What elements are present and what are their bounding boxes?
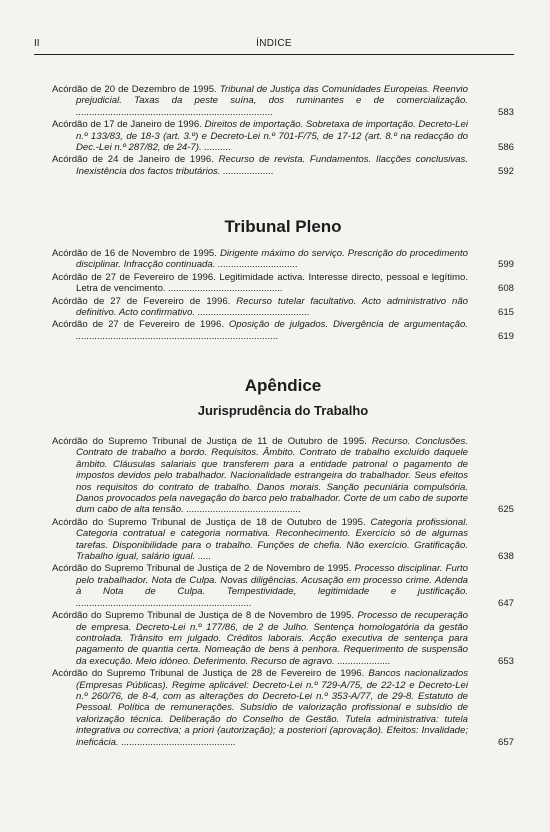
- list-item: Acórdão do Supremo Tribunal de Justiça de 28 de Fevereiro de 1996. Bancos nacionalizados (Empresas Públicas). Regime aplicável: Decreto-Lei n.º 729-A/75, de 22-12 e Decreto-Lei n.º 260/76, de 8-4, com as alterações do Decreto-Lei n.º 353-A/77, de 29-8. Estatuto de Pessoal. Política de remunerações. Subsídio de valorização profissional e subsídio de valorização técnica. Deliberação do Conselho de Gestão. Tutela administrativa: tutela integrativa ou correctiva; a priori (autorização); a posteriori (aprovação). Efeitos: Invalidade; ineficácia. ........................................... 657: [52, 668, 514, 748]
- list-item: Acórdão de 27 de Fevereiro de 1996. Legitimidade activa. Interesse directo, pessoal e legítimo. Letra de vencimento. ........................................... 608: [52, 271, 514, 295]
- section-jurisprudencia-trabalho: [52, 436, 514, 749]
- list-item: Acórdão de 24 de Janeiro de 1996. Recurso de revista. Fundamentos. Ilacções conclusivas. Inexistência dos factos tributários. ................... 592: [52, 154, 514, 177]
- page-ref: 586: [497, 142, 514, 154]
- section-tributario: [52, 84, 514, 178]
- list-item: Acórdão do Supremo Tribunal de Justiça de 8 de Novembro de 1995. Processo de recuperação de empresa. Decreto-Lei n.º 177/86, de 2 de Julho. Sentença homologatória da gestão controlada. Trânsito em julgado. Créditos laborais. Acção executiva de sentença para pagamento de quantia certa. Nomeação de bens à penhora. Requerimento de suspensão da execução. Meio idóneo. Deferimento. Recurso de agravo. .................... 653: [52, 610, 514, 667]
- list-item: Acórdão de 17 de Janeiro de 1996. Direitos de importação. Sobretaxa de importação. Decreto-Lei n.º 133/83, de 18-3 (art. 3.º) e Decreto-Lei n.º 701-F/75, de 17-12 (art. 8.º na redacção do Dec.-Lei n.º 287/82, de 24-7). .......... 586: [52, 119, 514, 154]
- page-number: II: [34, 38, 40, 49]
- section-heading: Tribunal Pleno: [224, 217, 342, 236]
- page-ref: 599: [497, 259, 514, 271]
- running-header: [34, 38, 514, 55]
- page-ref: 592: [497, 165, 514, 177]
- page-ref: 608: [497, 283, 514, 295]
- list-item: Acórdão do Supremo Tribunal de Justiça de 18 de Outubro de 1995. Categoria profissional. Categoria contratual e categoria normativa. Reconhecimento. Exercício só de algumas tarefas. Disponibilidade para o trabalho. Funções de chefia. Não exercício. Gratificação. Trabalho igual, salário igual. ..... 638: [52, 516, 514, 563]
- list-item: Acórdão de 27 de Fevereiro de 1996. Recurso tutelar facultativo. Acto administrativo não definitivo. Acto confirmativo. .......................................... 615: [52, 295, 514, 319]
- page-ref: 657: [497, 736, 514, 748]
- page-ref: 583: [497, 106, 514, 118]
- appendix-heading: Apêndice: [244, 376, 322, 395]
- list-item: Acórdão do Supremo Tribunal de Justiça de 11 de Outubro de 1995. Recurso. Conclusões. Contrato de trabalho a bordo. Requisitos. Âmbito. Contrato de trabalho excluído daquele âmbito. Cláusulas salariais que transferem para a entidade patronal o pagamento de impostos devidos pelo trabalhador. Nacionalidade estrangeira do trabalhador. Seus efeitos nos requisitos do contrato de trabalho. Danos morais. Sanção pecuniária compulsória. Danos provocados pela navegação do barco pelo trabalhador. Corte de um cabo de suporte dum cabo de alta tensão. ........................................... 625: [52, 436, 514, 516]
- page-ref: 619: [497, 330, 514, 342]
- page-ref: 653: [497, 655, 514, 667]
- page-ref: 625: [497, 504, 514, 516]
- page-ref: 615: [497, 307, 514, 319]
- page-ref: 647: [497, 597, 514, 609]
- page-ref: 638: [497, 551, 514, 563]
- list-item: Acórdão do Supremo Tribunal de Justiça de 2 de Novembro de 1995. Processo disciplinar. Furto pelo trabalhador. Nota de Culpa. Novas diligências. Acusação em processo crime. Adenda à Nota de Culpa. Tempestividade, legitimidade e justificação. .................................................................. 647: [52, 563, 514, 609]
- header-title: ÍNDICE: [256, 38, 292, 49]
- list-item: Acórdão de 27 de Fevereiro de 1996. Oposição de julgados. Divergência de argumentação. ............................................................................ 619: [52, 319, 514, 342]
- list-item: Acórdão de 16 de Novembro de 1995. Dirigente máximo do serviço. Prescrição do procedimento disciplinar. Infracção continuada. .............................. 599: [52, 248, 514, 271]
- appendix-subheading: Jurisprudência do Trabalho: [197, 403, 369, 418]
- section-tribunal-pleno: [52, 248, 514, 343]
- list-item: Acórdão de 20 de Dezembro de 1995. Tribunal de Justiça das Comunidades Europeias. Reenvio prejudicial. Taxas da peste suína, dos ruminantes e de comercialização. .......................................................................... 583: [52, 84, 514, 118]
